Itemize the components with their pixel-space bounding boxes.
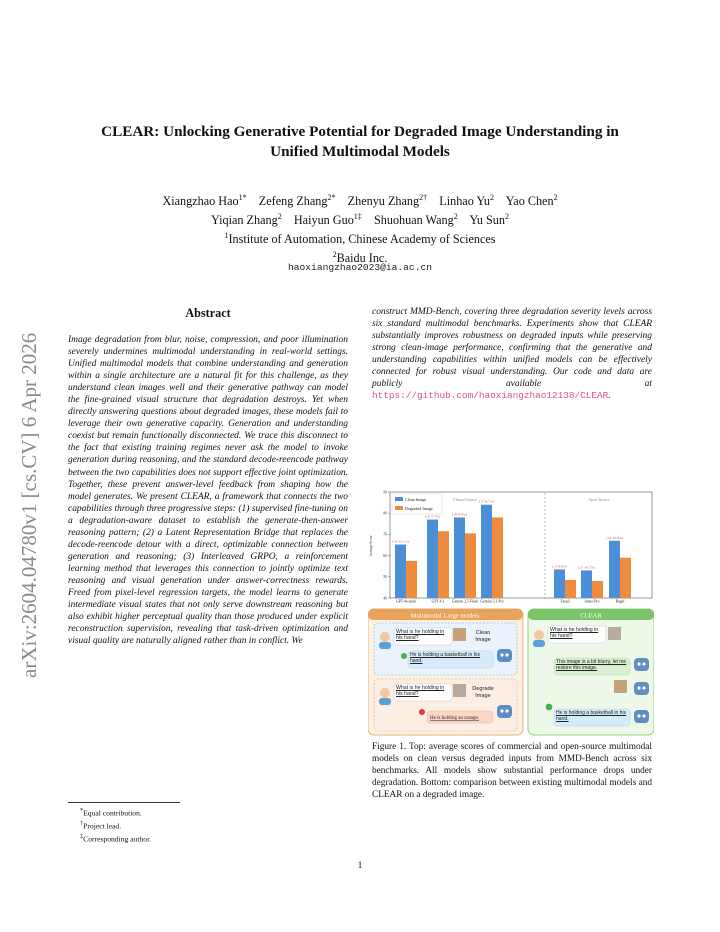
- drop-annotation: (↓5 /9.8%): [552, 564, 567, 569]
- bar-chart: [368, 488, 654, 606]
- degrade-answer-text: He is holding an orange.: [430, 716, 480, 721]
- abstract-text-left: Image degradation from blur, noise, compression, and poor illumination severely undermines multimodal understanding in real-world settings. Unified multimodal models that combine understanding and generation within a single architecture are a natural fit for this challenge, as they understand clean images well and their generative pathway can model the fine-grained visual structure that degradation destroys. Yet when directly answering questions about degraded images, these models fail to leverage their own generative capacity. Generation and understanding coexist but remain functionally disconnected. We trace this disconnect to the fact that existing training regimes never ask the model to invoke generation during reasoning, and the standard decode-reencode pathway between the two capabilities does not support effective joint optimization. Together, these prevent answer-level feedback from shaping how the model generates. We present CLEAR, a framework that connects the two capabilities through three progressive steps: (1) supervised fine-tuning on a degradation-aware dataset to establish the generate-then-answer reasoning pattern; (2) a Latent Representation Bridge that replaces the decode-reencode detour with a direct, optimizable connection between generation and reasoning; (3) Interleaved GRPO, a reinforcement learning method that leverages this connection to jointly optimize text reasoning and visual generation under answer-correctness rewards. Freed from pixel-level regression targets, the model learns to generate intermediate visual states that not only serve downstream reasoning but also exhibit higher perceptual quality than those produced under explicit reconstruction supervision, revealing that task-driven optimization and visual quality are naturally aligned rather than in conflict. We: [68, 335, 348, 647]
- abstract-end-period: .: [608, 391, 611, 402]
- clean-image-label: Clean Image: [475, 630, 491, 644]
- author-name: Zhenyu Zhang: [347, 194, 420, 209]
- affiliation-name: Baidu Inc.: [336, 251, 388, 266]
- author-block: [60, 190, 660, 266]
- question-text: What is he holding in his hand?: [396, 629, 445, 642]
- left-panel-title: Multimodal Large models: [410, 612, 480, 620]
- clean-answer-text: He is holding a basketball in his hand.: [410, 652, 481, 665]
- abstract-text-right: [372, 306, 652, 402]
- bar-clean: [454, 517, 465, 598]
- drop-annotation: (↓8 /10.0%): [606, 535, 623, 540]
- question-text: What is he holding in his hand?: [396, 685, 445, 698]
- title-line-2: Unified Multimodal Models: [270, 143, 450, 160]
- author-name: Linhao Yu: [439, 194, 490, 209]
- footnote-text: Project lead.: [83, 821, 122, 831]
- bar-clean: [581, 570, 592, 598]
- abstract-heading: Abstract: [185, 306, 231, 320]
- footnote-rule: [68, 802, 180, 803]
- y-tick-label: 90: [383, 490, 387, 495]
- author-mark: 2: [553, 193, 558, 202]
- check-icon: [401, 653, 407, 659]
- degraded-image-thumb: [608, 627, 621, 640]
- legend-label-clean: Clean Image: [405, 496, 427, 502]
- clean-image-thumb: [453, 628, 466, 641]
- robot-icon: [634, 682, 649, 695]
- page-number: 1: [357, 861, 363, 871]
- author-name: Yu Sun: [469, 213, 505, 228]
- contact-email[interactable]: haoxiangzhao2023@ia.ac.cn: [288, 262, 432, 273]
- group-label-open: Open Source: [588, 497, 610, 502]
- bar-degraded: [565, 580, 576, 598]
- arxiv-side-stamp: [6, 262, 50, 682]
- x-tick-label: GPT-4o-mini: [395, 599, 417, 604]
- y-axis-label: Average Score: [369, 535, 373, 557]
- bar-degraded: [620, 558, 631, 598]
- affiliation-name: Institute of Automation, Chinese Academy of Sciences: [228, 232, 496, 247]
- legend-swatch-clean: [395, 497, 403, 501]
- robot-icon: [497, 649, 512, 662]
- footnote-mark: †: [80, 820, 84, 828]
- y-tick-label: 70: [383, 532, 387, 537]
- figure-1-caption: Figure 1. Top: average scores of commercial and open-source multimodal models on clean versus degraded inputs from MMD-Bench across six benchmarks. All models show substantial performance drops under degradation. Bottom: comparison between existing multimodal models and CLEAR on a degraded image.: [372, 742, 652, 800]
- affiliation-1: [60, 228, 660, 247]
- cross-icon: [419, 709, 425, 715]
- figure-1: [368, 488, 654, 738]
- author-name: Shuohuan Wang: [373, 213, 454, 228]
- legend-label-degraded: Degraded Image: [405, 505, 433, 511]
- legend: [392, 494, 442, 514]
- author-mark: 2: [505, 212, 509, 222]
- paper-title: [60, 122, 660, 162]
- legend-swatch-degraded: [395, 506, 403, 510]
- figure-1-graphic: [368, 488, 654, 738]
- footnote: [80, 832, 340, 845]
- bar-clean: [481, 505, 492, 598]
- diagram-left-panel: [368, 609, 523, 735]
- check-icon: [546, 704, 553, 711]
- y-tick-label: 50: [383, 575, 387, 580]
- footnote: [80, 819, 340, 832]
- affiliation-mark: 1: [224, 231, 229, 241]
- author-name: Haiyun Guo: [293, 213, 354, 228]
- drop-annotation: (↓5 /10.7%): [578, 565, 595, 570]
- bar-degraded: [592, 581, 603, 598]
- author-name: Yiqian Zhang: [211, 213, 278, 228]
- y-tick-label: 40: [383, 596, 387, 601]
- footnote-mark: ‡: [80, 833, 84, 841]
- degrade-image-label: Degrade Image: [472, 686, 494, 700]
- author-mark: 1*: [238, 193, 247, 202]
- drop-annotation: (↓8 /9.9%): [452, 512, 467, 517]
- author-mark: 2: [453, 212, 458, 222]
- bar-clean: [395, 545, 406, 598]
- bar-degraded: [465, 533, 476, 598]
- x-tick-label: GPT-4.1: [431, 599, 445, 604]
- degraded-image-thumb: [453, 684, 466, 697]
- x-tick-label: Bagel: [615, 599, 625, 604]
- y-tick-label: 80: [383, 511, 387, 516]
- bar-degraded: [438, 531, 449, 598]
- restore-thought-text: This image is a bit blurry, let me restore this image.: [556, 659, 627, 672]
- code-link[interactable]: https://github.: [372, 390, 457, 402]
- title-line-1: CLEAR: Unlocking Generative Potential for Degraded Image Understanding in: [101, 123, 619, 140]
- x-tick-label: Janus-Pro: [584, 599, 600, 604]
- footnote: [80, 806, 340, 819]
- bar-clean: [554, 569, 565, 598]
- author-mark: 2: [489, 193, 494, 202]
- diagram-right-panel: [528, 609, 654, 735]
- drop-annotation: (↓7 /6.7%): [479, 499, 494, 504]
- code-link-cont[interactable]: com/haoxiangzhao12138/CLEAR: [456, 390, 609, 402]
- affiliation-mark: 2: [332, 250, 337, 260]
- robot-icon: [634, 658, 649, 671]
- author-mark: 2: [277, 212, 282, 222]
- x-tick-label: Gemini 3.1 Pro: [480, 599, 504, 604]
- author-name: Yao Chen: [505, 194, 554, 209]
- arxiv-identifier: arXiv:2604.04780v1 [cs.CV] 6 Apr 2026: [17, 332, 41, 678]
- right-panel-title: CLEAR: [580, 612, 602, 620]
- footnote-text: Equal contribution.: [83, 808, 142, 818]
- footnotes: [80, 806, 340, 845]
- x-tick-label: Emu3: [560, 599, 570, 604]
- author-name: Xiangzhao Hao: [162, 194, 239, 209]
- restored-image-thumb: [614, 680, 627, 693]
- author-line-1: [60, 190, 660, 209]
- question-text: What is he holding in his hand?: [550, 627, 599, 640]
- bar-clean: [427, 520, 438, 598]
- robot-icon: [497, 705, 512, 718]
- group-label-closed: Closed Source: [452, 497, 478, 502]
- drop-annotation: (↓6 /7.7%): [425, 514, 440, 519]
- author-line-2: [60, 209, 660, 228]
- author-name: Zefeng Zhang: [258, 194, 328, 209]
- clear-answer-text: He is holding a basketball in his hand.: [556, 710, 627, 723]
- drop-annotation: (↓9 /12.1%): [392, 539, 409, 544]
- bar-degraded: [492, 517, 503, 598]
- author-mark: 2*: [327, 193, 336, 202]
- y-tick-label: 60: [383, 553, 387, 558]
- abstract-continuation: construct MMD-Bench, covering three degradation severity levels across six standard multimodal benchmarks. Experiments show that CLEAR substantially improves robustness on degraded inputs while preserving strong clean-image performance, confirming that the generative and understanding capabilities within unified models can be effectively connected for robust visual understanding. Our code and data are publicly available at: [372, 307, 652, 390]
- author-mark: 2†: [419, 193, 428, 202]
- robot-icon: [634, 710, 649, 723]
- bar-degraded: [406, 561, 417, 598]
- author-mark: 1‡: [353, 212, 362, 222]
- footnote-mark: *: [80, 807, 84, 814]
- x-tick-label: Gemini 2.5 Flash: [451, 599, 479, 604]
- footnote-text: Corresponding author.: [83, 834, 152, 844]
- bar-clean: [609, 541, 620, 598]
